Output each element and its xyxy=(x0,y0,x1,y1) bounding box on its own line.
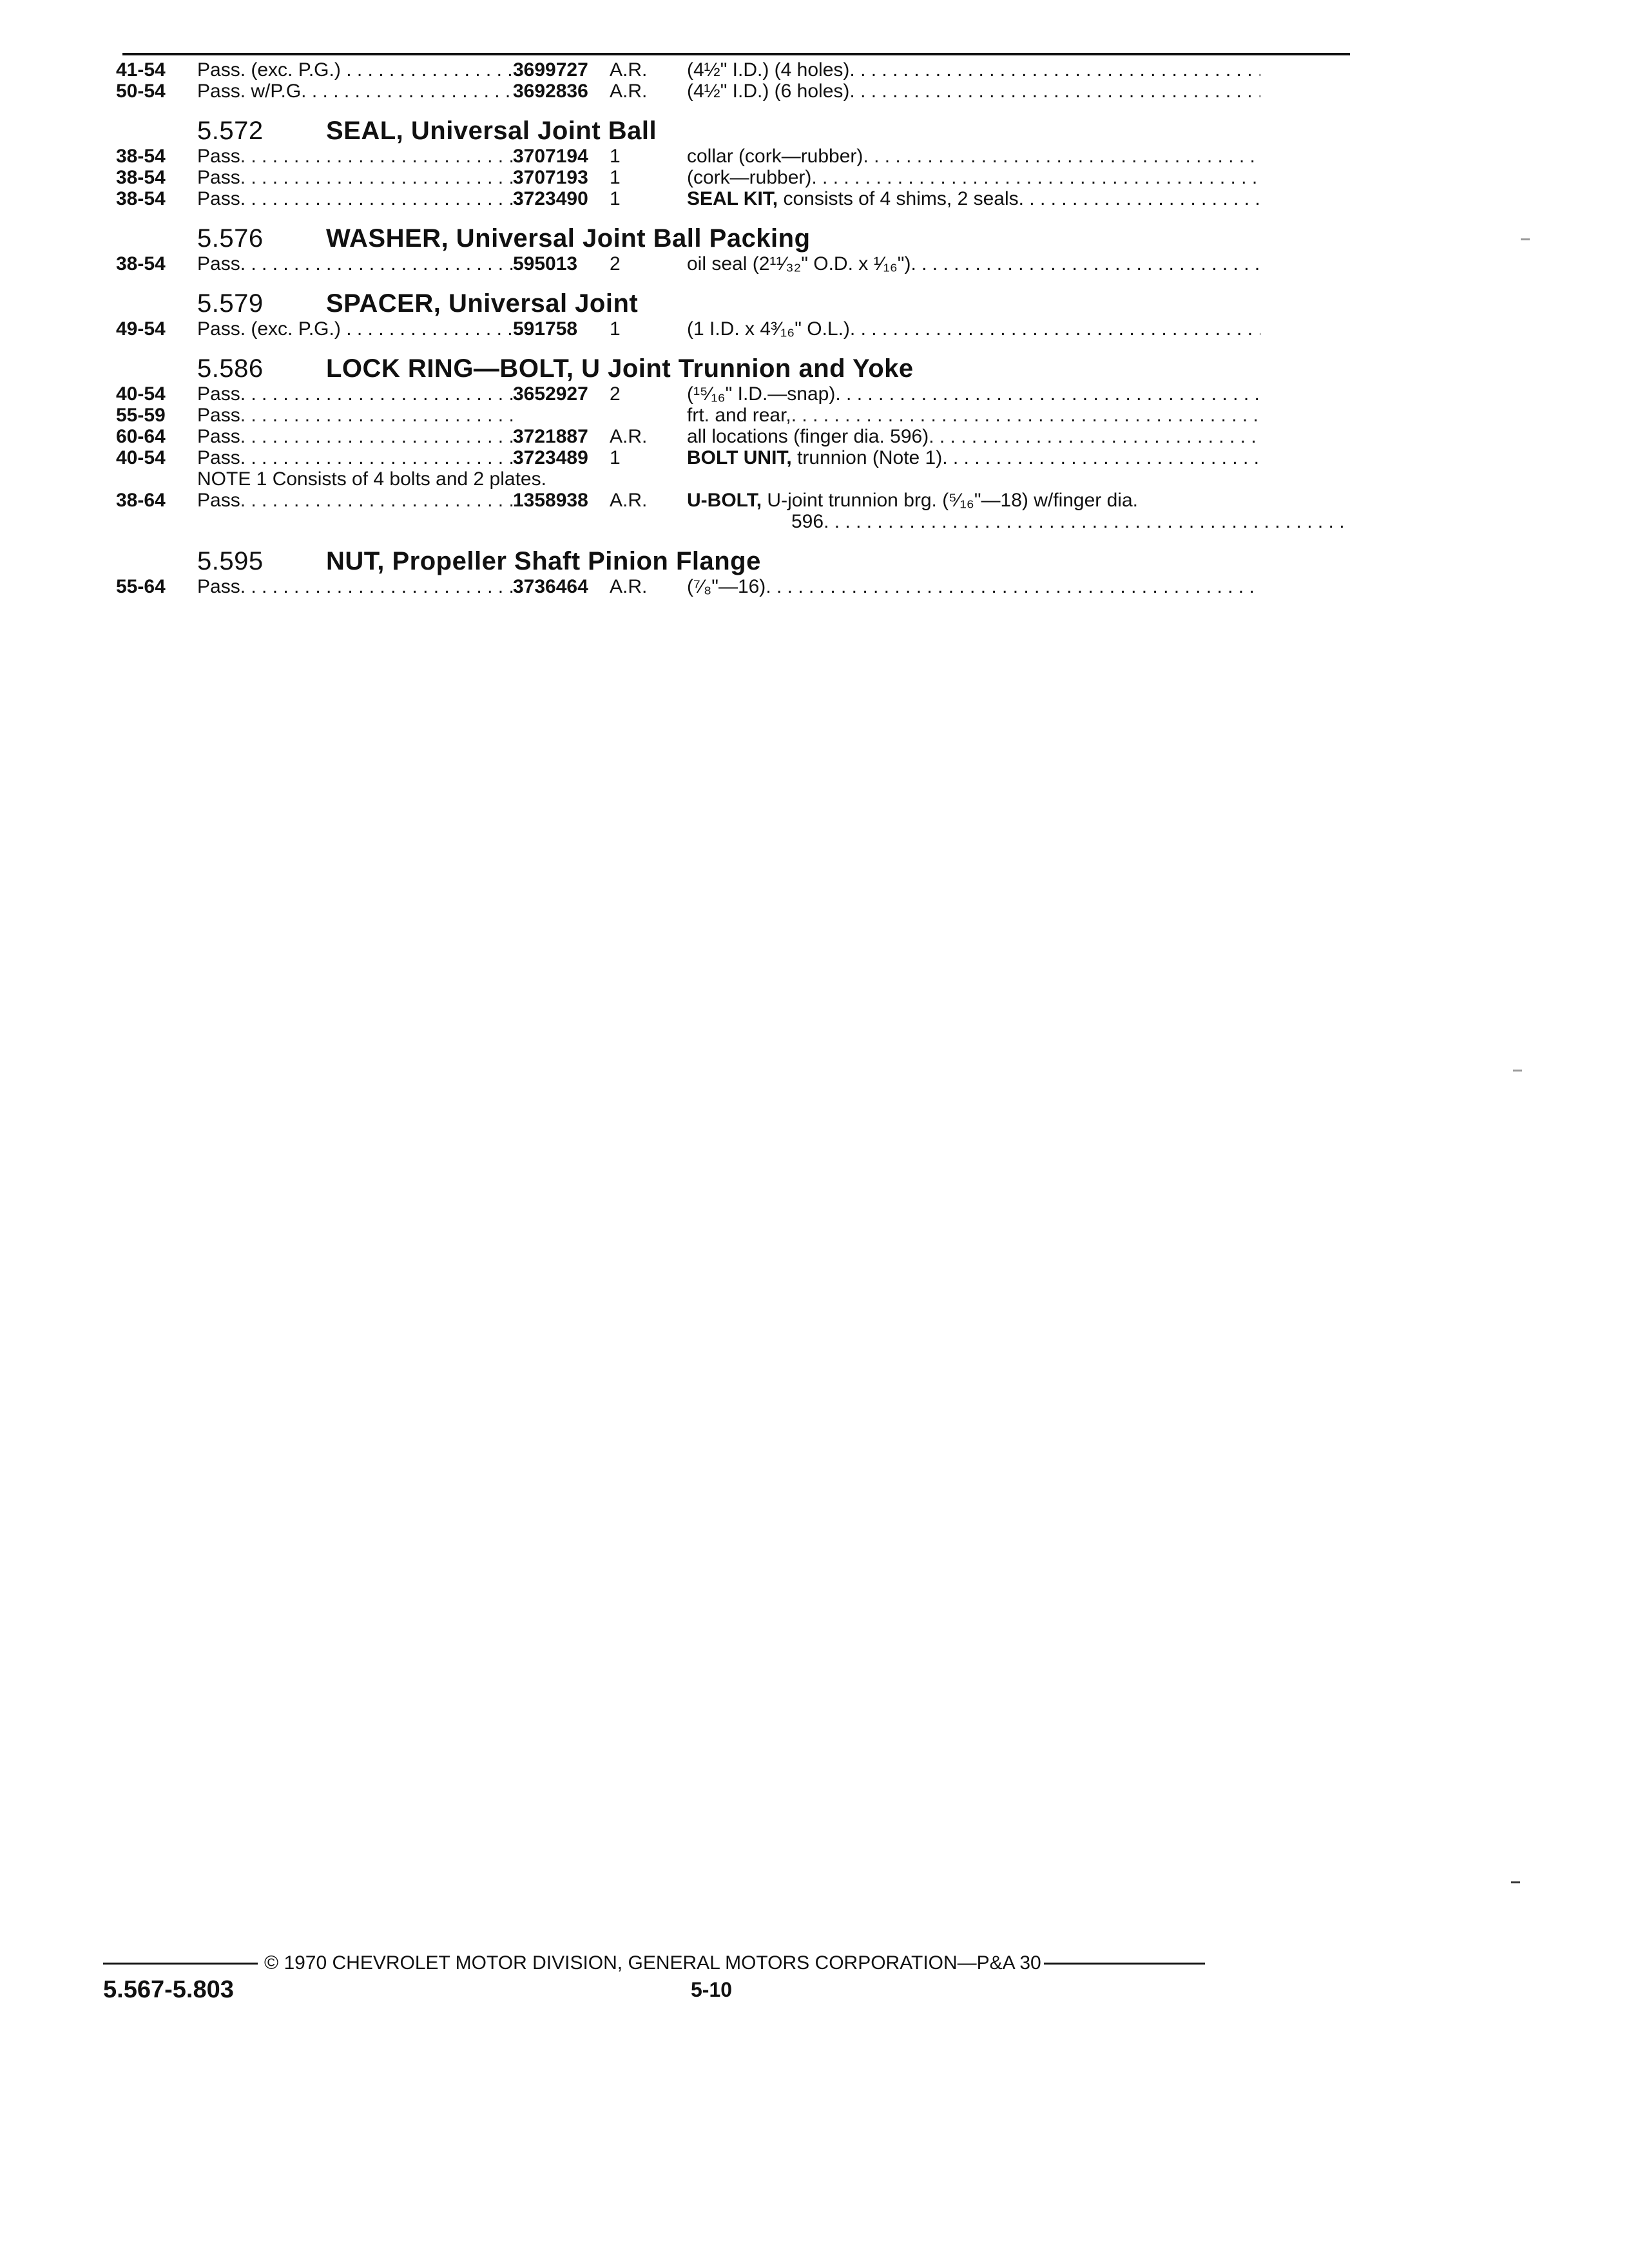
section-title: 5.586 LOCK RING—BOLT, U Joint Trunnion and Yoke xyxy=(197,354,914,383)
section-title: 5.579 SPACER, Universal Joint xyxy=(197,289,639,318)
table-row: 40-54 Pass. . . . 3723489 1 BOLT UNIT, trunnion (Note 1) . . . xyxy=(116,447,1353,468)
continued-rows xyxy=(116,59,1353,102)
section-title: 5.576 WASHER, Universal Joint Ball Packing xyxy=(197,224,811,253)
table-row: 38-54 Pass. . . . 3707193 1 (cork—rubber) . . . xyxy=(116,167,1353,188)
section-5-576 xyxy=(116,213,1353,274)
table-row: 49-54 Pass. (exc. P.G.) . . . 591758 1 (1 I.D. x 4³⁄₁₆" O.L.) . . . xyxy=(116,318,1353,340)
table-row: 38-54 Pass. . . . 3723490 1 SEAL KIT, consists of 4 shims, 2 seals . . . xyxy=(116,188,1353,209)
footer-rule-left xyxy=(103,1963,258,1965)
section-title: 5.572 SEAL, Universal Joint Ball xyxy=(197,117,657,145)
page-number: 5-10 xyxy=(691,1978,733,2001)
section-title: 5.595 NUT, Propeller Shaft Pinion Flange xyxy=(197,547,761,575)
section-5-579 xyxy=(116,278,1353,340)
copyright-text: © 1970 CHEVROLET MOTOR DIVISION, GENERAL MOTORS CORPORATION—P&A 30 xyxy=(264,1952,1041,1974)
footer-rule-right xyxy=(1044,1963,1205,1965)
page-range: 5.567-5.803 xyxy=(103,1976,234,2003)
section-5-572 xyxy=(116,106,1353,209)
table-row: 38-54 Pass. . . . 3707194 1 collar (cork—rubber) . . . xyxy=(116,146,1353,167)
note-text: NOTE 1 Consists of 4 bolts and 2 plates. xyxy=(197,468,546,490)
table-row: 55-59 Pass. . . . frt. and rear, . . . xyxy=(116,405,1353,426)
scan-mark xyxy=(1513,1070,1522,1072)
table-row: 38-64 Pass. . . . 1358938 A.R. U-BOLT, U-joint trunnion brg. (⁵⁄₁₆"—18) w/finger dia. xyxy=(116,490,1353,511)
table-row: 55-64 Pass. . . . 3736464 A.R. (⁷⁄₈"—16) . . . xyxy=(116,576,1353,597)
table-row: 60-64 Pass. . . . 3721887 A.R. all locations (finger dia. 596) . . . xyxy=(116,426,1353,447)
top-rule xyxy=(122,53,1350,55)
scan-mark xyxy=(1521,238,1530,240)
section-5-586 xyxy=(116,343,1353,532)
parts-listing xyxy=(116,59,1353,601)
table-row: 40-54 Pass. . . . 3652927 2 (¹⁵⁄₁₆" I.D.—snap) . . . xyxy=(116,383,1353,405)
table-row: 41-54 Pass. (exc. P.G.) . . . 3699727 A.R. (4½" I.D.) (4 holes) . . . xyxy=(116,59,1353,81)
table-row: 38-54 Pass. . . . 595013 2 oil seal (2¹¹⁄₃₂" O.D. x ¹⁄₁₆") . . . xyxy=(116,253,1353,274)
table-row: 50-54 Pass. w/P.G. . . . 3692836 A.R. (4½" I.D.) (6 holes) . . . xyxy=(116,81,1353,102)
section-5-595 xyxy=(116,536,1353,597)
continuation-line: 596 . . . xyxy=(116,511,1353,532)
footer xyxy=(103,1952,1347,1974)
scan-mark xyxy=(1511,1881,1520,1883)
